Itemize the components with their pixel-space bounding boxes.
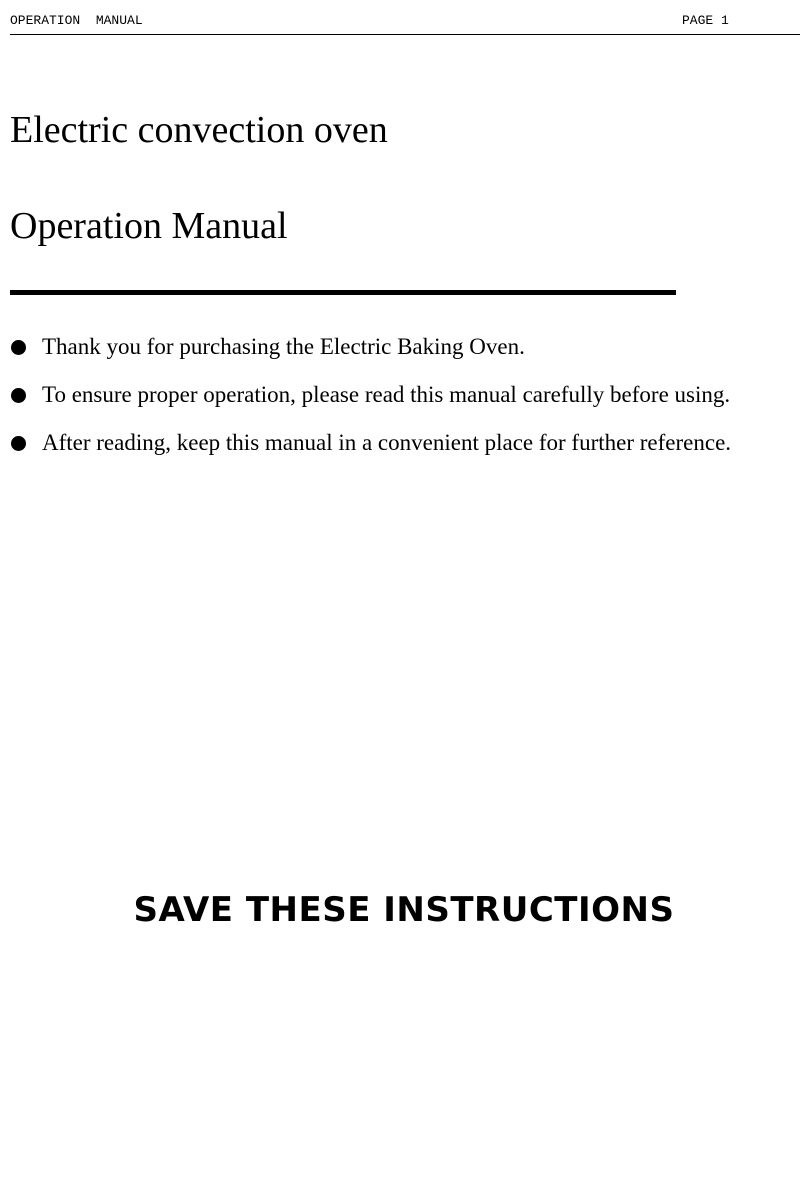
page-number: PAGE 1 xyxy=(682,13,729,28)
note-text: To ensure proper operation, please read this manual carefully before using. xyxy=(42,382,731,407)
document-subtitle: Operation Manual xyxy=(10,205,288,247)
document-title: Electric convection oven xyxy=(10,109,388,151)
running-header xyxy=(10,0,800,35)
bullet-dot-icon xyxy=(11,388,26,403)
title-divider xyxy=(10,290,676,295)
save-instructions-notice: SAVE THESE INSTRUCTIONS xyxy=(133,890,675,930)
note-text: After reading, keep this manual in a convenient place for further reference. xyxy=(42,430,732,455)
header-title: OPERATION MANUAL xyxy=(10,13,143,28)
bullet-dot-icon xyxy=(11,436,26,451)
bullet-dot-icon xyxy=(11,340,26,355)
note-text: Thank you for purchasing the Electric Baking Oven. xyxy=(42,334,525,359)
